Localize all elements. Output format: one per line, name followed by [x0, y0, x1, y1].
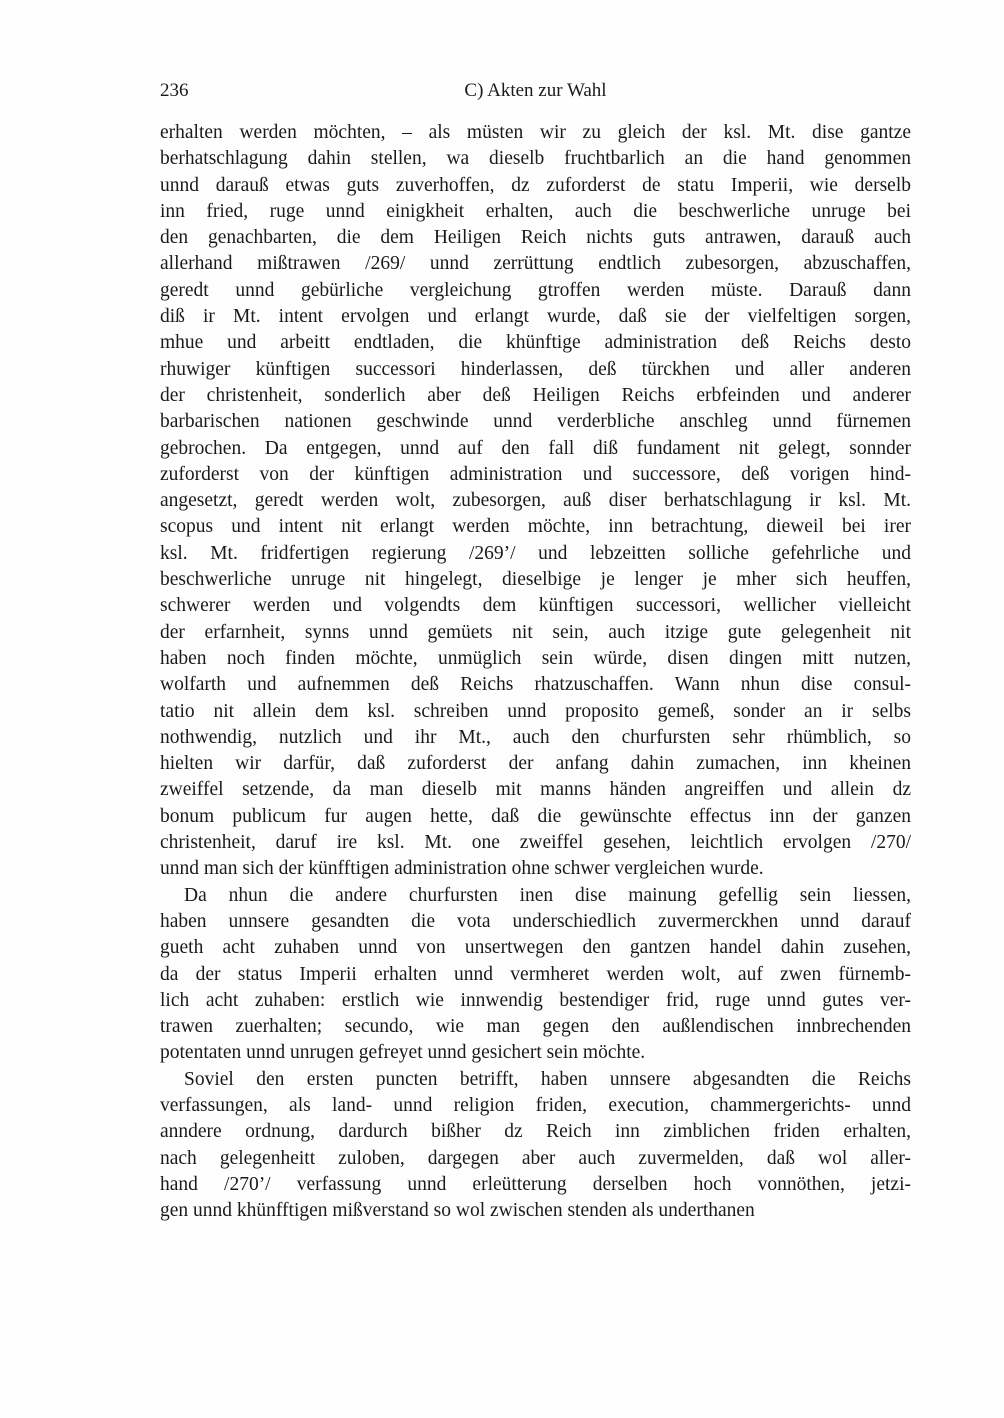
text-line: allerhand mißtrawen /269/ unnd zerrüttung endtlich zubesorgen, abzuschaffen, — [160, 253, 911, 275]
text-line: tatio nit allein dem ksl. schreiben unnd proposito gemeß, sonder an ir selbs — [160, 700, 911, 722]
text-line: beschwerliche unruge nit hingelegt, dieselbige je lenger je mher sich heuffen, — [160, 569, 911, 591]
text-line: Da nhun die andere churfursten inen dise mainung gefellig sein liessen, — [184, 884, 911, 906]
text-line: inn fried, ruge unnd einigkheit erhalten, auch die beschwerliche unruge bei — [160, 200, 911, 222]
text-line: christenheit, daruf ire ksl. Mt. one zweiffel gesehen, leichtlich ervolgen /270/ — [160, 832, 911, 854]
paragraph — [160, 1067, 911, 1225]
text-line: anndere ordnung, dardurch bißher dz Reich inn zimblichen friden erhalten, — [160, 1121, 911, 1143]
text-line: ksl. Mt. fridfertigen regierung /269’/ und lebzeitten solliche gefehrliche und — [160, 542, 911, 564]
text-line: gebrochen. Da entgegen, unnd auf den fall diß fundament nit gelegt, sonnder — [160, 437, 911, 459]
text-line: rhuwiger künftigen successori hinderlassen, deß türckhen und aller anderen — [160, 358, 911, 380]
text-line: gueth acht zuhaben unnd von unsertwegen den gantzen handel dahin zusehen, — [160, 937, 911, 959]
text-line: der erfarnheit, synns unnd gemüets nit sein, auch itzige gute gelegenheit nit — [160, 621, 911, 643]
page-header — [160, 80, 911, 106]
text-line: trawen zuerhalten; secundo, wie man gegen den außlendischen innbrechenden — [160, 1016, 911, 1038]
text-line: schwerer werden und volgendts dem künftigen successori, wellicher vielleicht — [160, 595, 911, 617]
text-line: hielten wir darfür, daß zuforderst der anfang dahin zumachen, inn kheinen — [160, 753, 911, 775]
text-line: lich acht zuhaben: erstlich wie innwendig bestendiger frid, ruge unnd gutes ver- — [160, 989, 911, 1011]
paragraph — [160, 883, 911, 1067]
text-line: wolfarth und aufnemmen deß Reichs rhatzuschaffen. Wann nhun dise consul- — [160, 674, 911, 696]
text-line: haben unnsere gesandten die vota underschiedlich zuvermerckhen unnd darauf — [160, 910, 911, 932]
paragraph — [160, 120, 911, 883]
text-line: nothwendig, nutzlich und ihr Mt., auch den churfursten sehr rhümblich, so — [160, 726, 911, 748]
text-line: zuforderst von der künftigen administration und successore, deß vorigen hind- — [160, 463, 911, 485]
text-line: den genachbarten, die dem Heiligen Reich nichts guts antrawen, darauß auch — [160, 227, 911, 249]
text-line: mhue und arbeitt endtladen, die khünftige administration deß Reichs desto — [160, 332, 911, 354]
text-line: haben noch finden möchte, unmüglich sein würde, disen dingen mitt nutzen, — [160, 647, 911, 669]
text-line: scopus und intent nit erlangt werden möchte, inn betrachtung, dieweil bei irer — [160, 516, 911, 538]
text-line: der christenheit, sonderlich aber deß Heiligen Reichs erbfeinden und anderer — [160, 384, 911, 406]
text-line: geredt unnd gebürliche vergleichung gtroffen werden müste. Darauß dann — [160, 279, 911, 301]
text-line: nach gelegenheitt zuloben, dargegen aber auch zuvermelden, daß wol aller- — [160, 1147, 911, 1169]
text-line: diß ir Mt. intent ervolgen und erlangt wurde, daß sie der vielfeltigen sorgen, — [160, 306, 911, 328]
text-line: erhalten werden möchten, – als müsten wir zu gleich der ksl. Mt. dise gantze — [160, 122, 911, 143]
text-line: Soviel den ersten puncten betrifft, haben unnsere abgesandten die Reichs — [184, 1068, 911, 1090]
text-line: verfassungen, als land- unnd religion friden, execution, chammergerichts- unnd — [160, 1094, 911, 1116]
running-title: C) Akten zur Wahl — [464, 80, 607, 101]
text-line: da der status Imperii erhalten unnd vermheret werden wolt, auf zwen fürnemb- — [160, 963, 911, 985]
text-line: angesetzt, geredt werden wolt, zubesorgen, auß diser berhatschlagung ir ksl. Mt. — [160, 490, 911, 512]
text-line: bonum publicum fur augen hette, daß die gewünschte effectus inn der ganzen — [160, 805, 911, 827]
text-line: zweiffel setzende, da man dieselb mit manns händen angreiffen und allein dz — [160, 779, 911, 801]
text-line: hand /270’/ verfassung unnd erleütterung derselben hoch vonnöthen, jetzi- — [160, 1173, 911, 1195]
text-line: unnd man sich der künfftigen administration ohne schwer vergleichen wurde. — [160, 858, 764, 880]
text-line: unnd darauß etwas guts zuverhoffen, dz zuforderst de statu Imperii, wie derselb — [160, 174, 911, 196]
text-line: barbarischen nationen geschwinde unnd verderbliche anschleg unnd fürnemen — [160, 411, 911, 433]
text-line: gen unnd khünfftigen mißverstand so wol zwischen stenden als underthanen — [160, 1200, 755, 1222]
page-number: 236 — [160, 80, 189, 101]
text-line: berhatschlagung dahin stellen, wa dieselb fruchtbarlich an die hand genommen — [160, 148, 911, 170]
text-block — [160, 120, 911, 1224]
text-line: potentaten unnd unrugen gefreyet unnd gesichert sein möchte. — [160, 1042, 646, 1064]
